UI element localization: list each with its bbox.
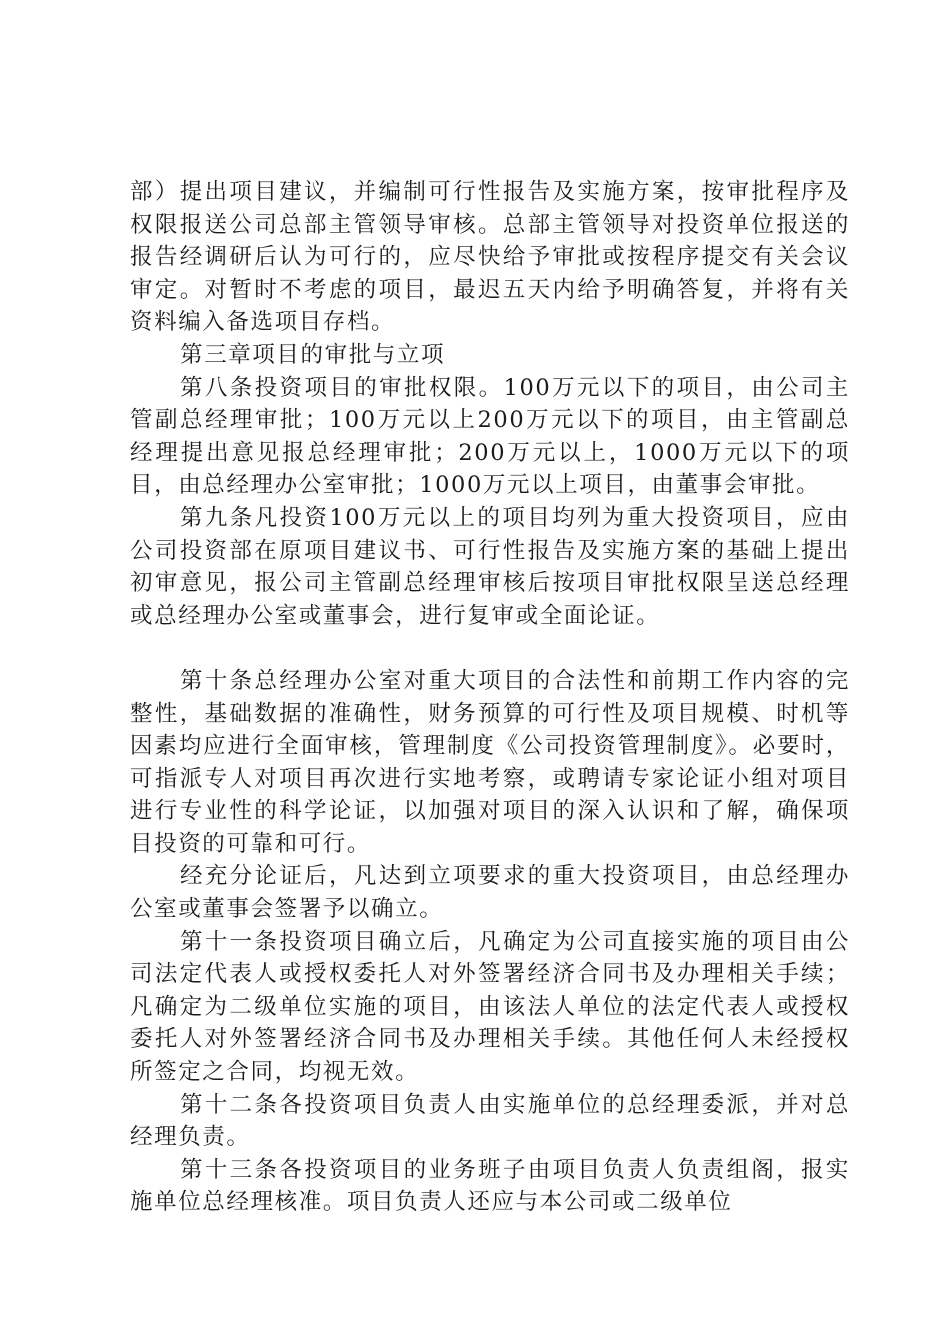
chapter-heading: 第三章项目的审批与立项 xyxy=(180,341,446,368)
article-13-paragraph: 第十三条各投资项目的业务班子由项目负责人负责组阁，报实施单位总经理核准。项目负责人还应与本公司或二级单位 xyxy=(130,1156,850,1216)
article-9-paragraph: 第九条凡投资100万元以上的项目均列为重大投资项目，应由公司投资部在原项目建议书、可行性报告及实施方案的基础上提出初审意见，报公司主管副总经理审核后按项目审批权限呈送总经理或总经理办公室或董事会，进行复审或全面论证。 xyxy=(130,504,850,629)
article-8-paragraph: 第八条投资项目的审批权限。100万元以下的项目，由公司主管副总经理审批；100万元以上200万元以下的项目，由主管副总经理提出意见报总经理审批；200万元以上，1000万元以下的项目，由总经理办公室审批；1000万元以上项目，由董事会审批。 xyxy=(130,374,850,499)
document-body xyxy=(130,176,850,1219)
paragraph-continuation: 部）提出项目建议，并编制可行性报告及实施方案，按审批程序及权限报送公司总部主管领导审核。总部主管领导对投资单位报送的报告经调研后认为可行的，应尽快给予审批或按程序提交有关会议审定。对暂时不考虑的项目，最迟五天内给予明确答复，并将有关资料编入备选项目存档。 xyxy=(130,179,850,336)
approval-paragraph: 经充分论证后，凡达到立项要求的重大投资项目，由总经理办公室或董事会签署予以确立。 xyxy=(130,863,850,923)
article-12-paragraph: 第十二条各投资项目负责人由实施单位的总经理委派，并对总经理负责。 xyxy=(130,1091,850,1151)
article-10-paragraph: 第十条总经理办公室对重大项目的合法性和前期工作内容的完整性，基础数据的准确性，财务预算的可行性及项目规模、时机等因素均应进行全面审核，管理制度《公司投资管理制度》。必要时，可指派专人对项目再次进行实地考察，或聘请专家论证小组对项目进行专业性的科学论证，以加强对项目的深入认识和了解，确保项目投资的可靠和可行。 xyxy=(130,667,850,857)
paragraph-gap xyxy=(130,632,850,665)
article-11-paragraph: 第十一条投资项目确立后，凡确定为公司直接实施的项目由公司法定代表人或授权委托人对外签署经济合同书及办理相关手续；凡确定为二级单位实施的项目，由该法人单位的法定代表人或授权委托人对外签署经济合同书及办理相关手续。其他任何人未经授权所签定之合同，均视无效。 xyxy=(130,928,850,1086)
